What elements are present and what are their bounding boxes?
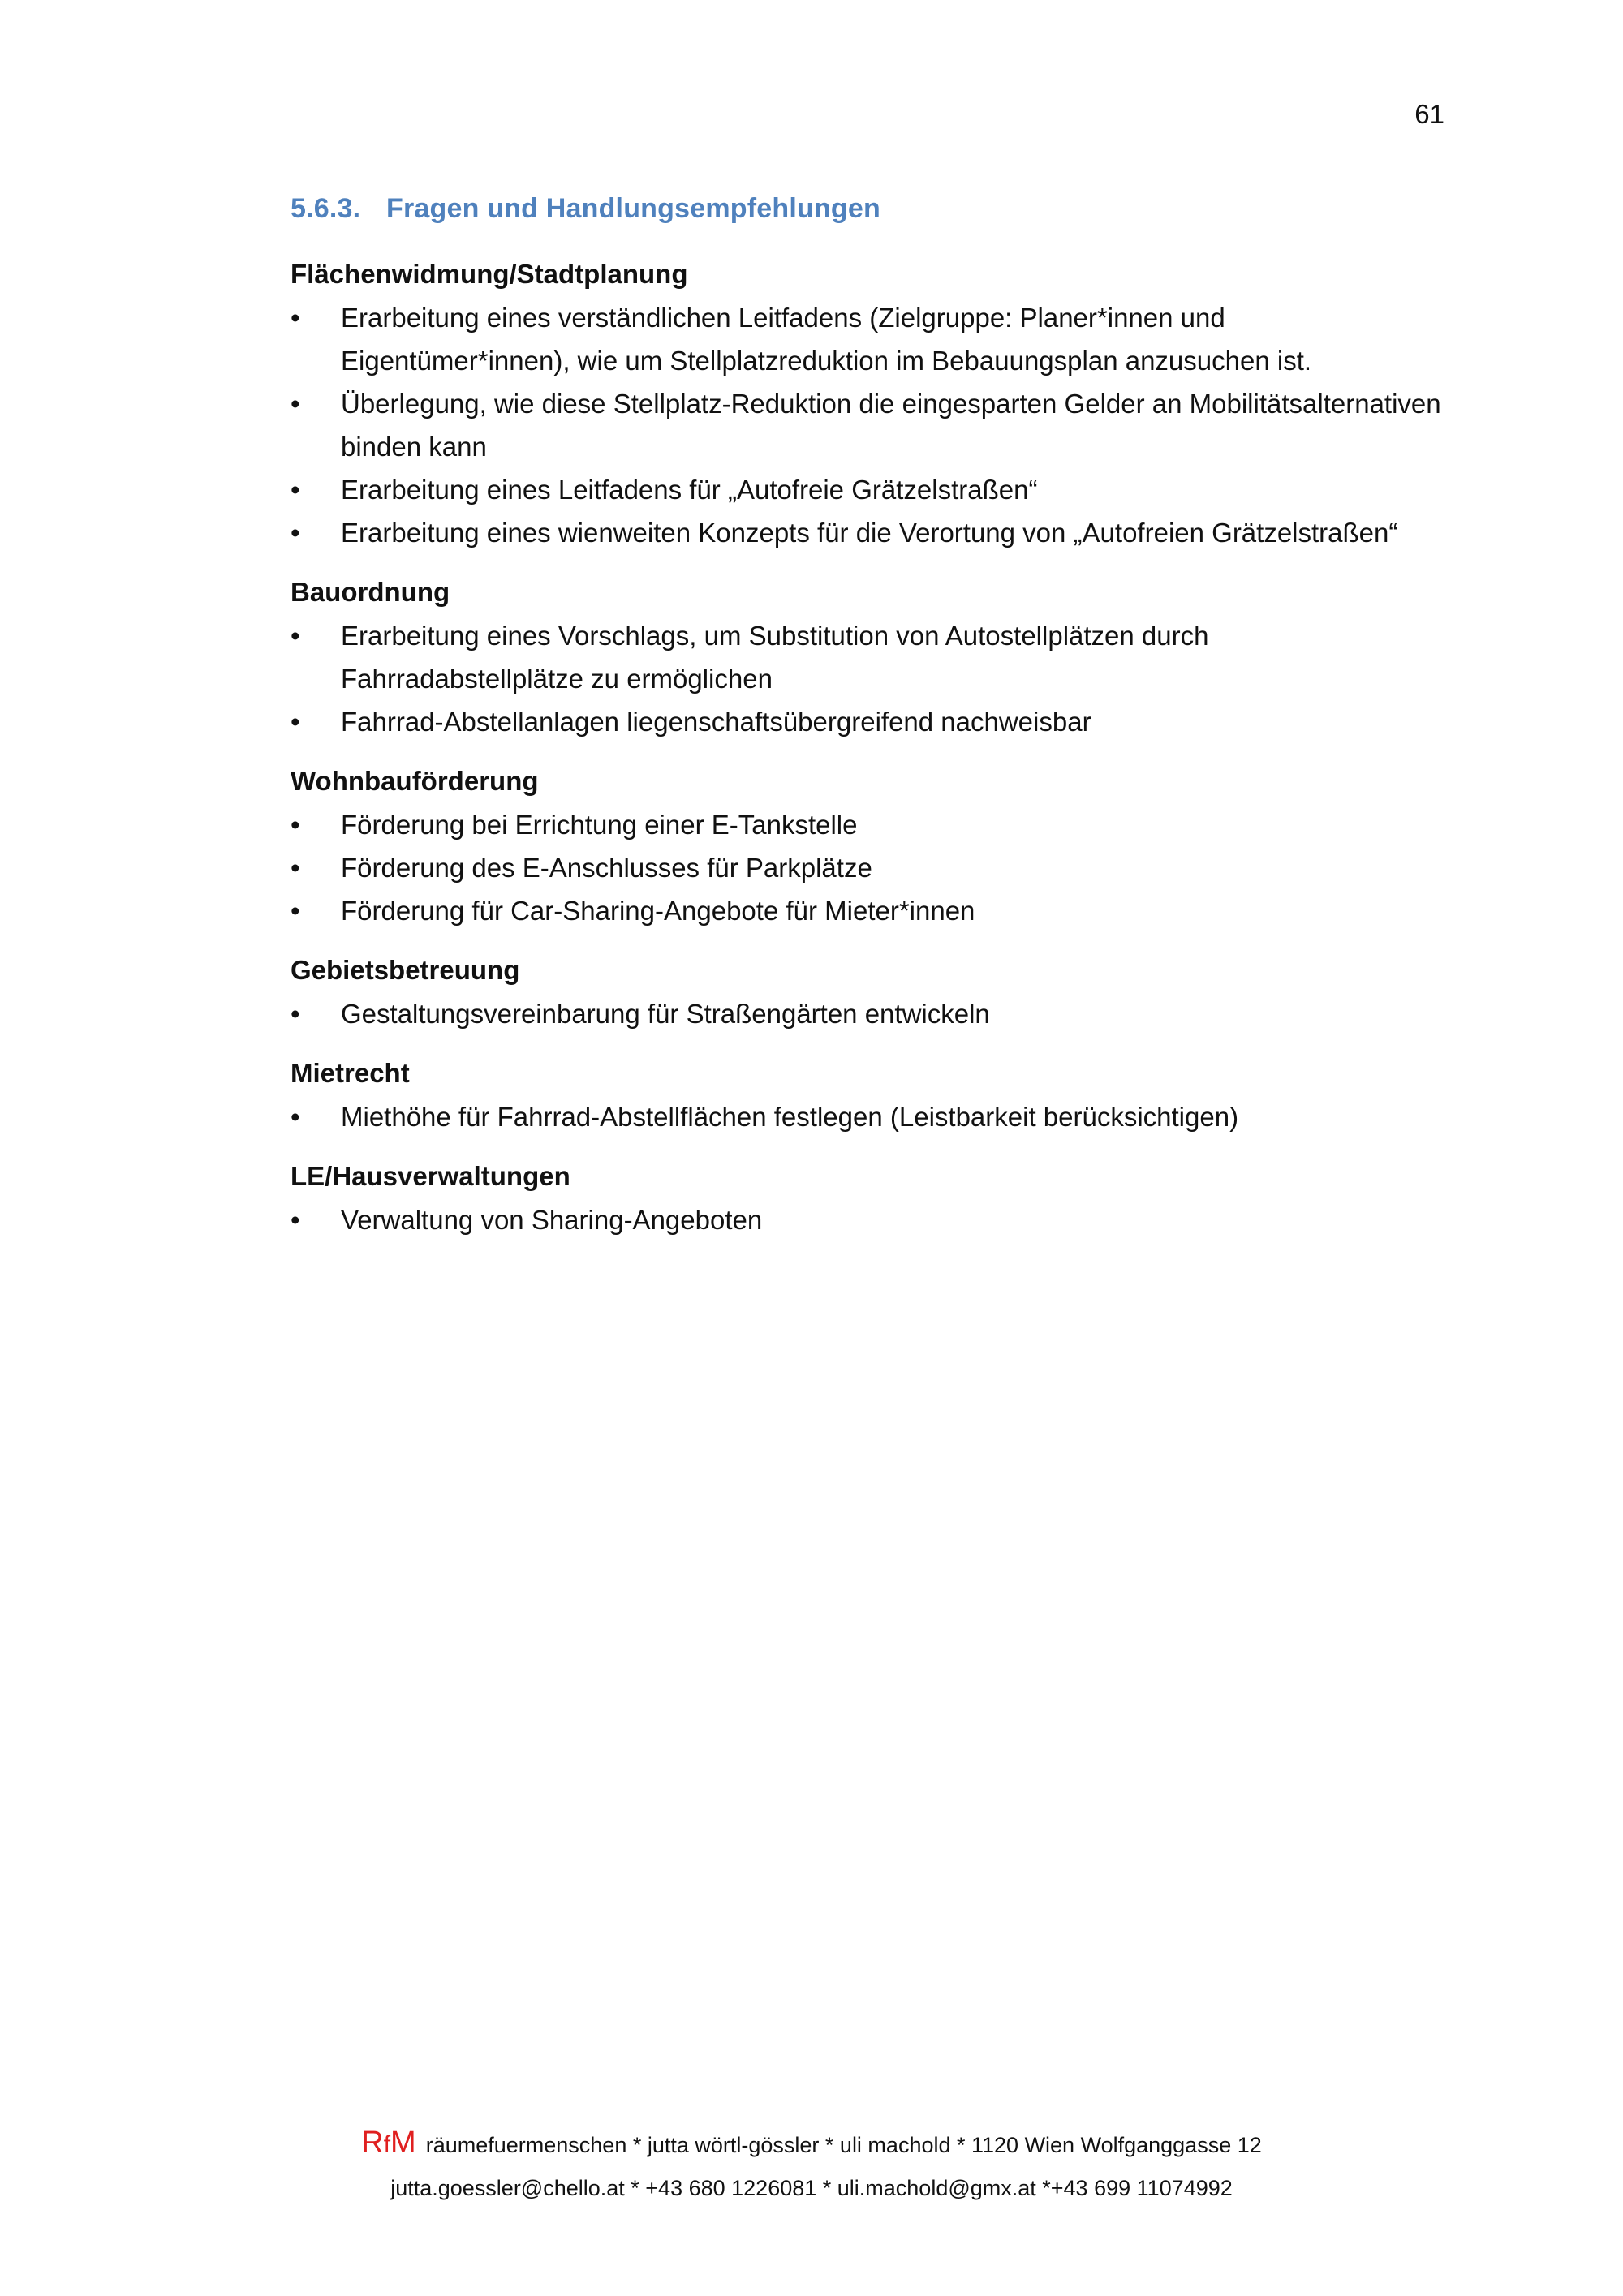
list-item: [291, 846, 1451, 889]
bullet-list: [291, 296, 1451, 554]
bullet-icon: •: [291, 1205, 300, 1235]
bullet-icon: •: [291, 853, 300, 883]
list-item: [291, 511, 1451, 554]
group-heading: LE/Hausverwaltungen: [291, 1161, 570, 1191]
page-number: 61: [1414, 99, 1444, 129]
section-heading: [291, 193, 1451, 225]
bullet-icon: •: [291, 707, 300, 737]
bullet-icon: •: [291, 896, 300, 926]
list-item: [291, 1198, 1451, 1241]
bullet-list: [291, 614, 1451, 743]
footer-contact: jutta.goessler@chello.at * +43 680 1226081 * uli.machold@gmx.at *+43 699 11074992: [390, 2176, 1233, 2200]
list-item-text: Miethöhe für Fahrrad-Abstellflächen festlegen (Leistbarkeit berücksichtigen): [341, 1102, 1239, 1132]
group-heading: Bauordnung: [291, 577, 450, 607]
list-item: [291, 296, 1451, 382]
bullet-icon: •: [291, 999, 300, 1029]
group-heading: Wohnbauförderung: [291, 766, 539, 796]
list-item: [291, 889, 1451, 932]
footer-address: [0, 2126, 1623, 2161]
list-item-text: Überlegung, wie diese Stellplatz-Reduktion die eingesparten Gelder an Mobilitätsalternativen binden kann: [341, 389, 1441, 462]
list-item-text: Förderung für Car-Sharing-Angebote für Mieter*innen: [341, 896, 975, 926]
list-item-text: Erarbeitung eines Leitfadens für „Autofreie Grätzelstraßen“: [341, 475, 1038, 505]
list-item: [291, 1095, 1451, 1138]
group-heading: Mietrecht: [291, 1058, 410, 1088]
bullet-icon: •: [291, 1102, 300, 1132]
groups-container: [291, 252, 1451, 1241]
list-item-text: Förderung bei Errichtung einer E-Tankstelle: [341, 810, 858, 840]
logo-letter-r: R: [361, 2126, 384, 2160]
list-item: [291, 700, 1451, 743]
bullet-icon: •: [291, 518, 300, 548]
list-item-text: Erarbeitung eines Vorschlags, um Substitution von Autostellplätzen durch Fahrradabstellplätze zu ermöglichen: [341, 621, 1209, 694]
logo-letter-f: f: [383, 2131, 391, 2158]
list-item-text: Verwaltung von Sharing-Angeboten: [341, 1205, 763, 1235]
bullet-list: [291, 1095, 1451, 1138]
bullet-list: [291, 803, 1451, 932]
list-item-text: Fahrrad-Abstellanlagen liegenschaftsübergreifend nachweisbar: [341, 707, 1091, 737]
group-heading: Gebietsbetreuung: [291, 955, 520, 985]
bullet-icon: •: [291, 475, 300, 505]
list-item: [291, 382, 1451, 468]
section-number: 5.6.3.: [291, 193, 361, 224]
footer-line1-text: räumefuermenschen * jutta wörtl-gössler * uli machold * 1120 Wien Wolfganggasse 12: [425, 2133, 1262, 2157]
main-content: [291, 193, 1451, 1258]
bullet-list: [291, 992, 1451, 1035]
bullet-icon: •: [291, 303, 300, 333]
list-item-text: Erarbeitung eines wienweiten Konzepts für die Verortung von „Autofreien Grätzelstraßen“: [341, 518, 1398, 548]
rfm-logo: [361, 2126, 415, 2161]
group-heading: Flächenwidmung/Stadtplanung: [291, 259, 688, 289]
list-item: [291, 803, 1451, 846]
bullet-icon: •: [291, 810, 300, 840]
bullet-icon: •: [291, 389, 300, 419]
list-item-text: Gestaltungsvereinbarung für Straßengärten entwickeln: [341, 999, 990, 1029]
list-item: [291, 468, 1451, 511]
list-item-text: Erarbeitung eines verständlichen Leitfadens (Zielgruppe: Planer*innen und Eigentümer*innen), wie um Stellplatzreduktion im Bebauungsplan anzusuchen ist.: [341, 303, 1312, 376]
list-item: [291, 614, 1451, 700]
bullet-list: [291, 1198, 1451, 1241]
list-item-text: Förderung des E-Anschlusses für Parkplätze: [341, 853, 872, 883]
section-title: Fragen und Handlungsempfehlungen: [386, 193, 880, 224]
logo-letter-m: M: [390, 2126, 416, 2160]
bullet-icon: •: [291, 621, 300, 651]
list-item: [291, 992, 1451, 1035]
